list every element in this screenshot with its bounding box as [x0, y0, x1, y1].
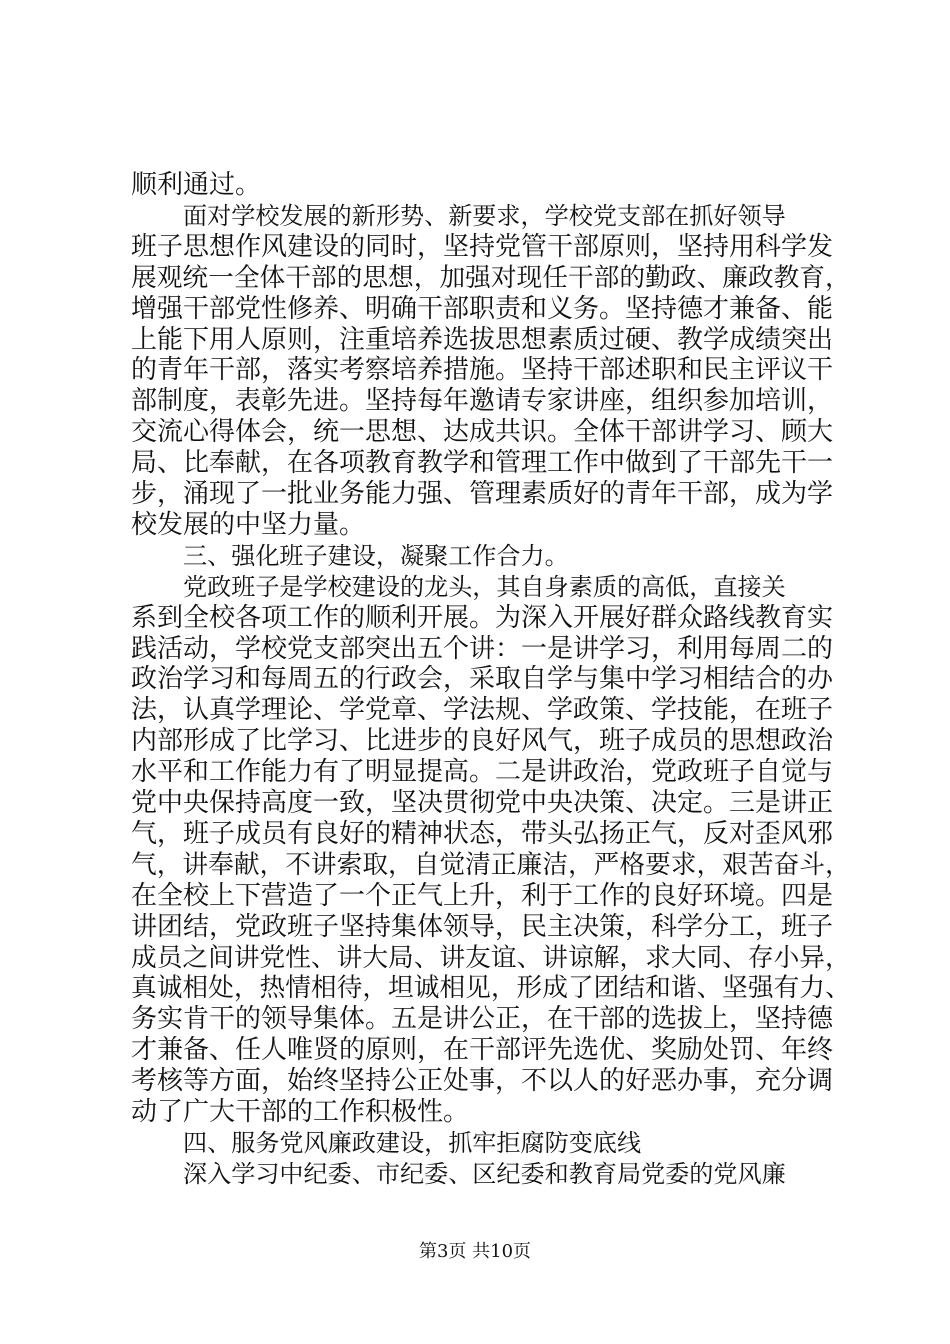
text-line: 真诚相处，热情相待，坦诚相见，形成了团结和谐、坚强有力、 [131, 973, 851, 1003]
text-line: 践活动，学校党支部突出五个讲：一是讲学习，利用每周二的 [131, 634, 834, 664]
text-line: 讲团结，党政班子坚持集体领导，民主决策，科学分工，班子 [131, 912, 834, 942]
text-line: 法，认真学理论、学党章、学法规、学政策、学技能，在班子 [131, 695, 834, 725]
text-line: 成员之间讲党性、讲大局、讲友谊、讲谅解，求大同、存小异， [131, 943, 851, 973]
text-line: 考核等方面，始终坚持公正处事，不以人的好恶办事，充分调 [131, 1066, 834, 1096]
text-line: 的青年干部，落实考察培养措施。坚持干部述职和民主评议干 [131, 355, 834, 385]
text-line: 水平和工作能力有了明显提高。二是讲政治，党政班子自觉与 [131, 757, 834, 787]
text-line: 步，涌现了一批业务能力强、管理素质好的青年干部，成为学 [131, 479, 834, 509]
section-heading: 三、强化班子建设，凝聚工作合力。 [183, 542, 569, 570]
text-line: 动了广大干部的工作积极性。 [131, 1097, 470, 1127]
text-line: 部制度，表彰先进。坚持每年邀请专家讲座，组织参加培训， [131, 386, 834, 416]
text-line: 班子思想作风建设的同时，坚持党管干部原则，坚持用科学发 [131, 232, 834, 262]
text-line: 务实肯干的领导集体。五是讲公正，在干部的选拔上，坚持德 [131, 1004, 834, 1034]
paragraph-start: 党政班子是学校建设的龙头，其自身素质的高低，直接关 [183, 573, 786, 601]
paragraph-start: 深入学习中纪委、市纪委、区纪委和教育局党委的党风廉 [183, 1160, 786, 1188]
text-line: 党中央保持高度一致，坚决贯彻党中央决策、决定。三是讲正 [131, 788, 834, 818]
text-line: 系到全校各项工作的顺利开展。为深入开展好群众路线教育实 [131, 603, 834, 633]
text-line: 交流心得体会，统一思想、达成共识。全体干部讲学习、顾大 [131, 417, 834, 447]
page-footer: 第3页 共10页 [418, 1241, 532, 1262]
text-line: 增强干部党性修养、明确干部职责和义务。坚持德才兼备、能 [131, 294, 834, 324]
text-line: 内部形成了比学习、比进步的良好风气，班子成员的思想政治 [131, 726, 834, 756]
text-line: 顺利通过。 [131, 170, 262, 200]
text-line: 校发展的中坚力量。 [131, 510, 366, 540]
text-line: 在全校上下营造了一个正气上升，利于工作的良好环境。四是 [131, 881, 834, 911]
text-line: 展观统一全体干部的思想，加强对现任干部的勤政、廉政教育， [131, 263, 851, 293]
text-line: 上能下用人原则，注重培养选拔思想素质过硬、教学成绩突出 [131, 325, 834, 355]
text-line: 气，班子成员有良好的精神状态，带头弘扬正气，反对歪风邪 [131, 819, 834, 849]
paragraph-start: 面对学校发展的新形势、新要求，学校党支部在抓好领导 [183, 202, 786, 230]
text-line: 政治学习和每周五的行政会，采取自学与集中学习相结合的办 [131, 664, 834, 694]
text-line: 局、比奉献，在各项教育教学和管理工作中做到了干部先干一 [131, 448, 834, 478]
text-line: 才兼备、任人唯贤的原则，在干部评先选优、奖励处罚、年终 [131, 1035, 834, 1065]
text-line: 气，讲奉献，不讲索取，自觉清正廉洁，严格要求，艰苦奋斗， [131, 850, 851, 880]
section-heading: 四、服务党风廉政建设，抓牢拒腐防变底线 [183, 1129, 642, 1157]
